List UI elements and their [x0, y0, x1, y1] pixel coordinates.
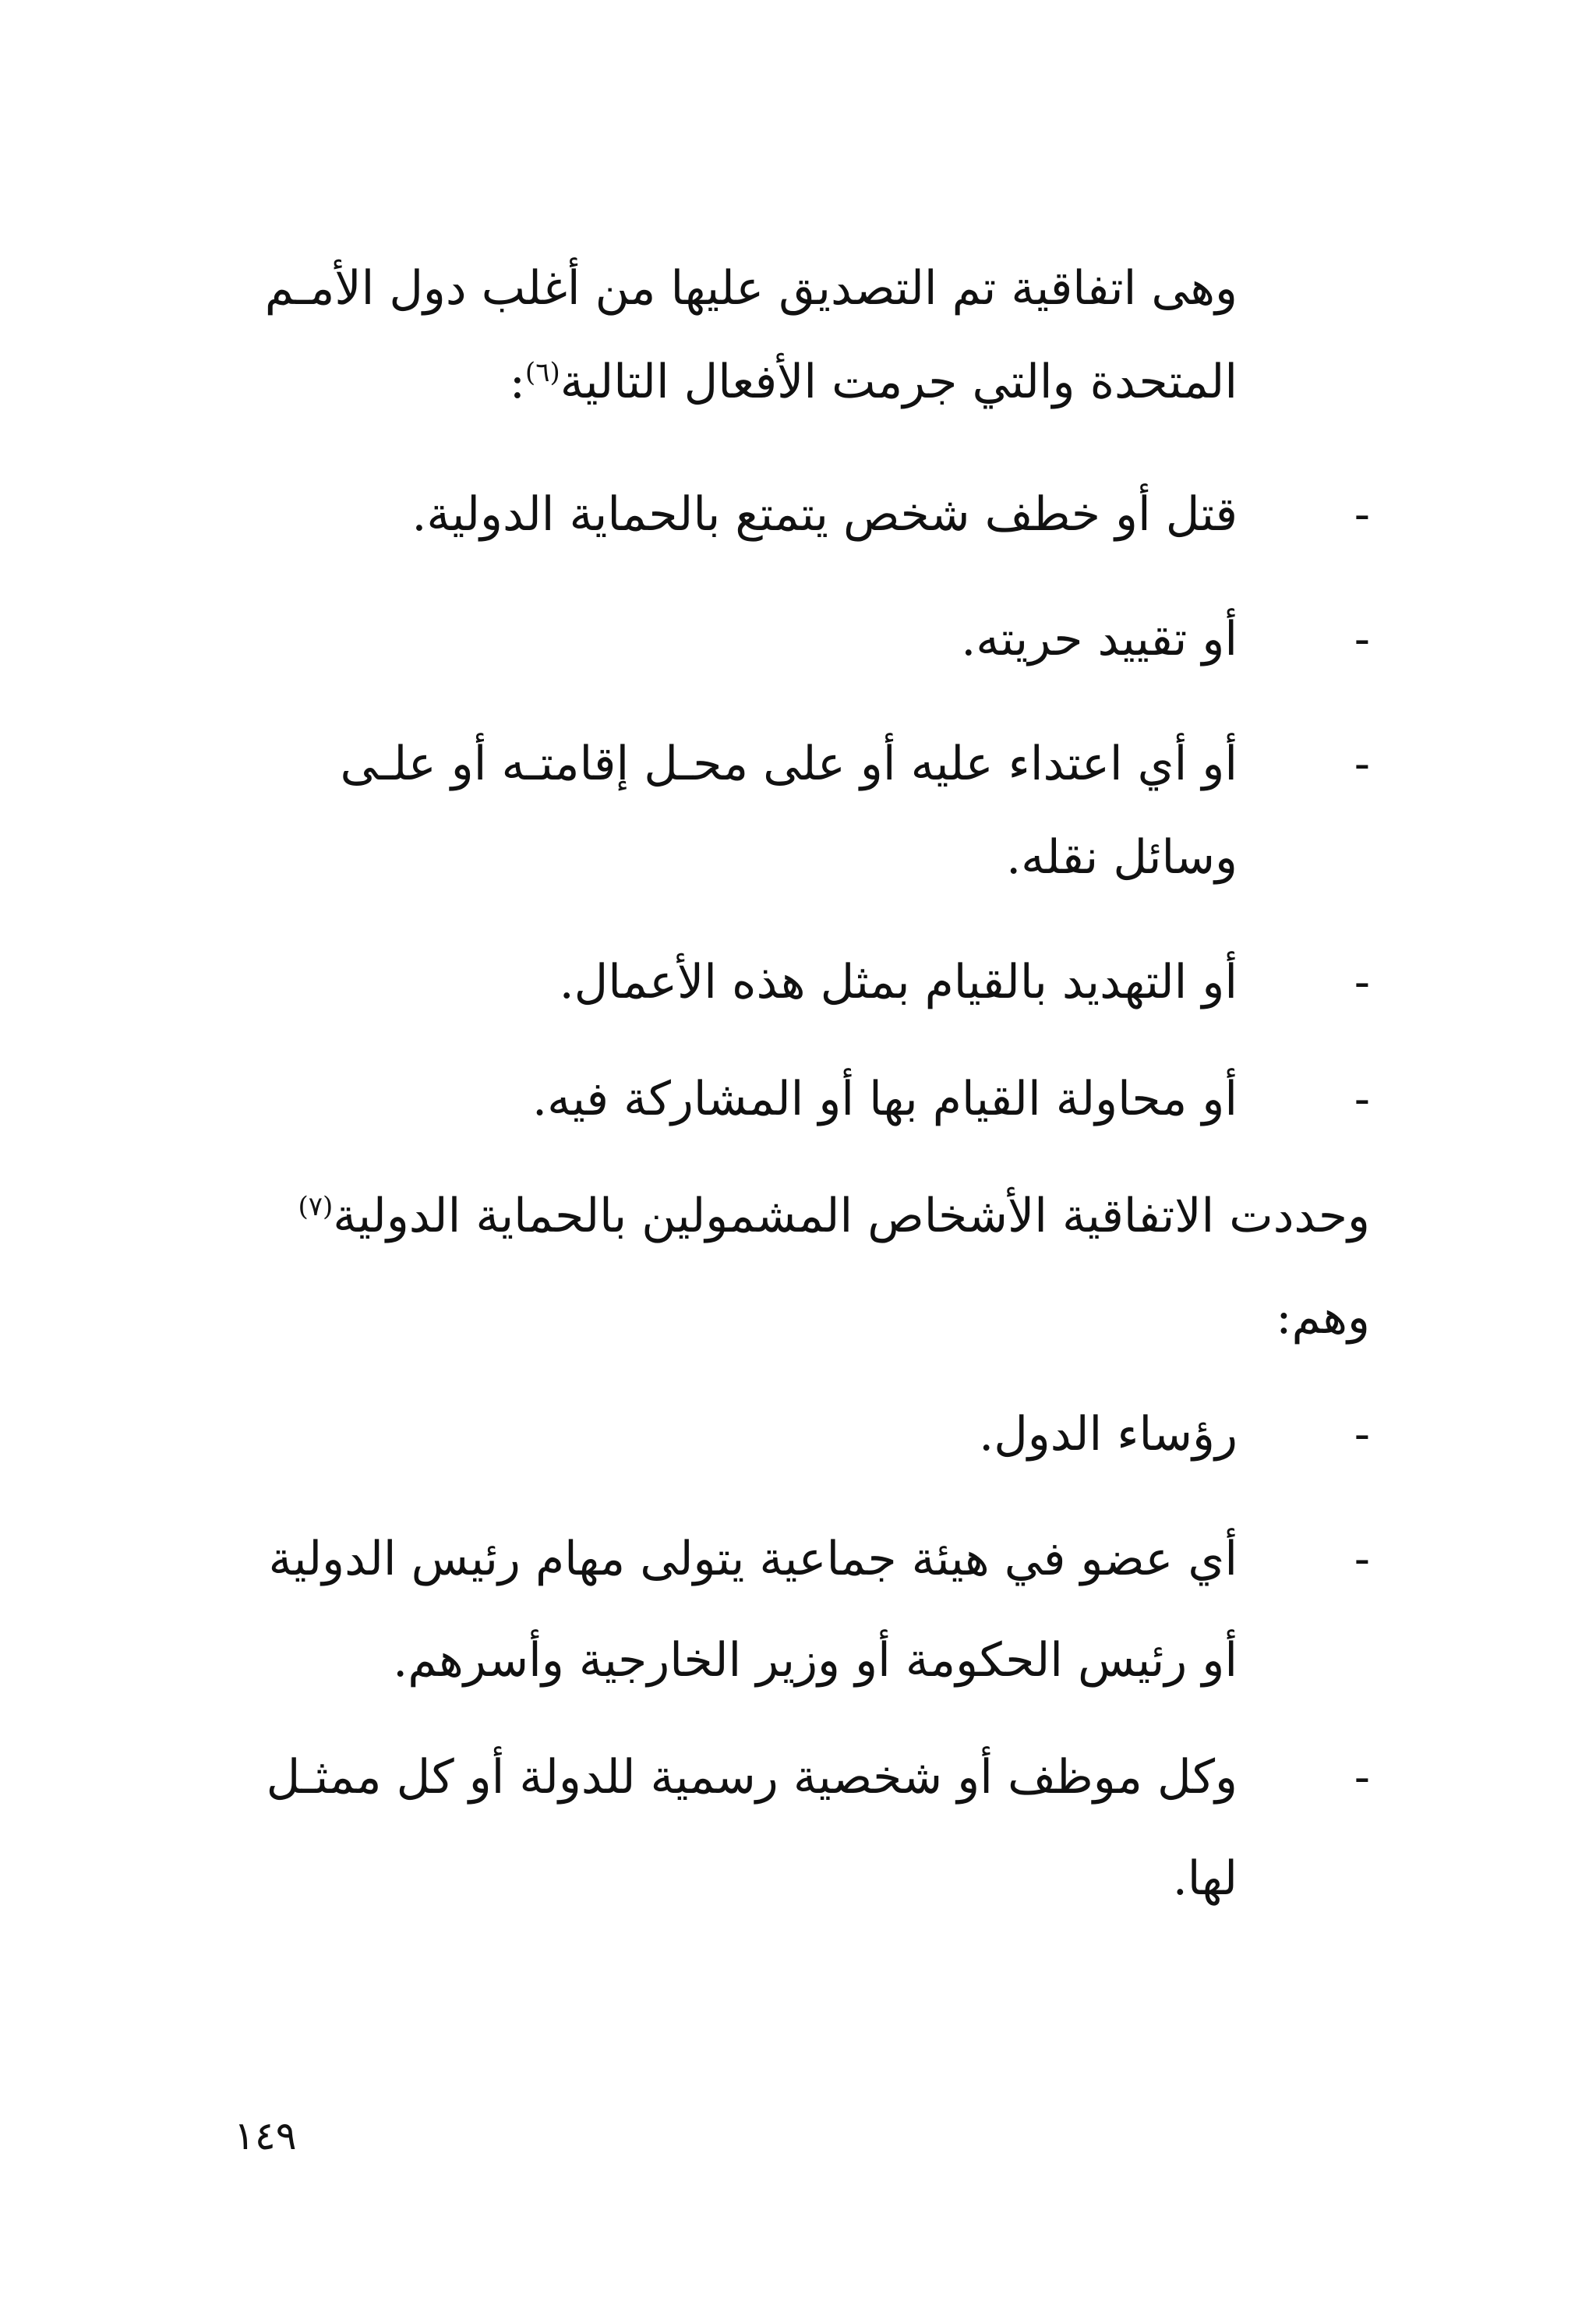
footnote-ref-6: (٦) [524, 357, 560, 388]
intro-line-2-text: المتحدة والتي جرمت الأفعال التالية [560, 355, 1238, 409]
person-text: أي عضو في هيئة جماعية يتولى مهام رئيس الدولية [268, 1532, 1238, 1586]
list-dash: - [1354, 1532, 1370, 1586]
act-item-3-continuation: وسائل نقله. [1006, 830, 1238, 885]
act-text: قتل أو خطف شخص يتمتع بالحماية الدولية. [411, 487, 1238, 542]
intro-line-2-colon: : [509, 355, 525, 409]
act-text: أو أي اعتداء عليه أو على محـل إقامتـه أو علـى [340, 737, 1238, 791]
list-dash: - [1354, 612, 1370, 666]
list-dash: - [1354, 487, 1370, 542]
persons-intro-line-2: وهم: [1276, 1290, 1370, 1345]
person-text: رؤساء الدول. [979, 1407, 1238, 1462]
list-dash: - [1354, 1407, 1370, 1462]
list-dash: - [1354, 737, 1370, 791]
persons-intro-line-1 [298, 1185, 1370, 1247]
list-dash: - [1354, 1072, 1370, 1126]
act-item-1 [232, 483, 1370, 546]
act-item-5 [232, 1068, 1370, 1130]
footnote-ref-7: (٧) [298, 1191, 334, 1222]
person-item-1 [232, 1403, 1370, 1465]
intro-line-1: وهى اتفاقية تم التصديق عليها من أغلب دول الأمـم [264, 261, 1238, 316]
persons-intro-text: وحددت الاتفاقية الأشخاص المشمولين بالحماية الدولية [333, 1189, 1370, 1243]
list-dash: - [1354, 955, 1370, 1009]
person-text: وكل موظف أو شخصية رسمية للدولة أو كل ممثـل [266, 1750, 1238, 1805]
page-number: ١٤٩ [234, 2113, 297, 2158]
act-text: أو التهديد بالقيام بمثل هذه الأعمال. [559, 955, 1238, 1009]
person-item-2 [232, 1528, 1370, 1590]
person-item-3 [232, 1746, 1370, 1808]
act-text: أو محاولة القيام بها أو المشاركة فيه. [532, 1072, 1238, 1126]
list-dash: - [1354, 1750, 1370, 1805]
act-item-2 [232, 608, 1370, 670]
act-item-4 [232, 951, 1370, 1013]
act-item-3 [232, 733, 1370, 795]
intro-line-2 [510, 351, 1238, 413]
person-item-2-continuation: أو رئيس الحكومة أو وزير الخارجية وأسرهم. [393, 1633, 1238, 1688]
act-text: أو تقييد حريته. [961, 612, 1238, 666]
person-item-3-continuation: لها. [1172, 1851, 1238, 1906]
